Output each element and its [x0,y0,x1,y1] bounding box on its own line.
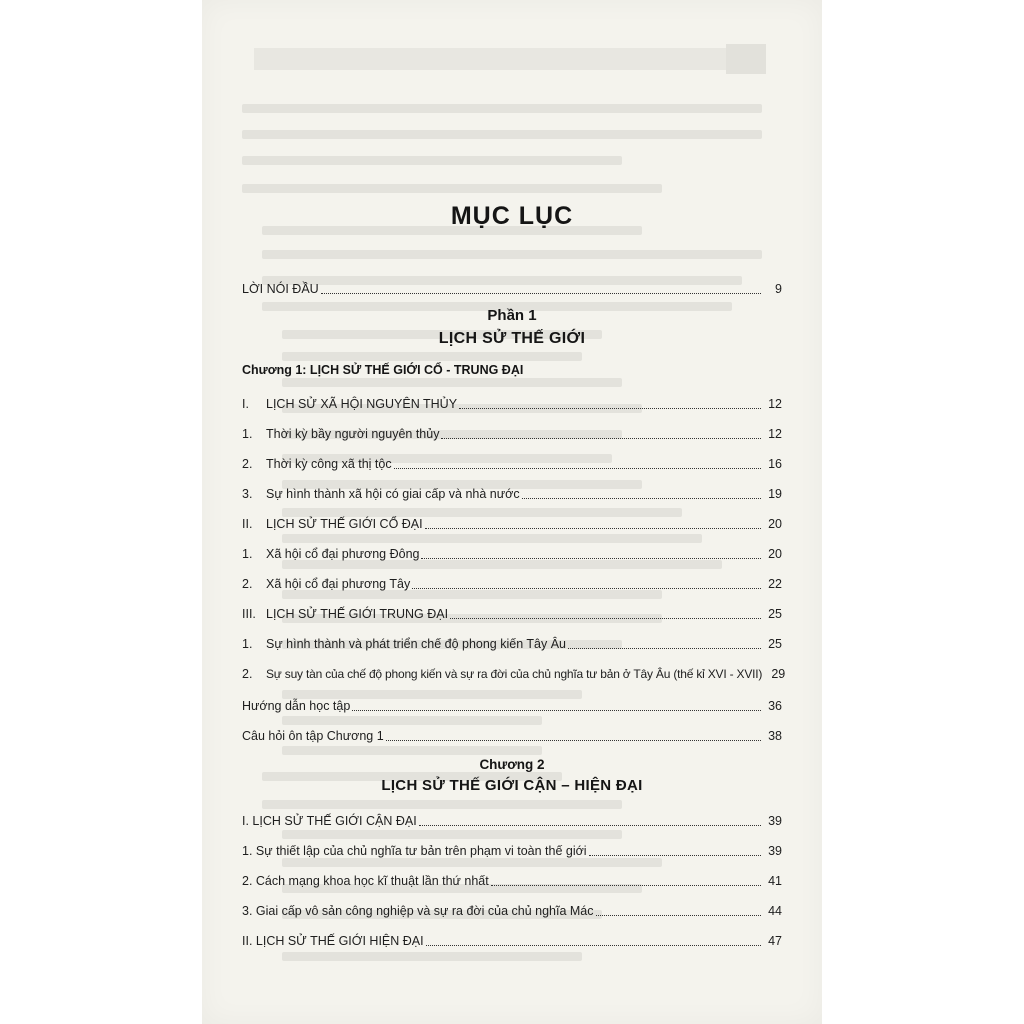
toc-entry-study-guide[interactable] [242,696,782,714]
toc-entry-number: II. [242,517,253,531]
leader-dots [441,437,761,439]
toc-entry-page: 29 [771,667,786,681]
toc-entry-page: 12 [768,427,782,441]
toc-entry[interactable] [242,871,782,889]
toc-entry-text: Câu hỏi ôn tập Chương 1 [242,729,384,743]
toc-entry-text: 1. Sự thiết lập của chủ nghĩa tư bản trên phạm vi toàn thế giới [242,844,587,858]
toc-entry-page: 36 [768,699,782,713]
toc-entry-page: 16 [768,457,782,471]
toc-entry-number: 1. [242,427,253,441]
chapter2-name: LỊCH SỬ THẾ GIỚI CẬN – HIỆN ĐẠI [381,777,643,794]
toc-entry-text: Sự hình thành và phát triển chế độ phong kiến Tây Âu [266,637,567,651]
toc-title: MỤC LỤC [450,202,574,230]
faint-header-bar [254,48,762,70]
toc-entry[interactable] [242,574,782,592]
toc-entry-number: 2. [242,667,253,681]
leader-dots [425,527,761,529]
toc-entry-preface[interactable] [242,279,782,297]
toc-entry[interactable] [242,634,782,652]
leader-dots [352,709,761,711]
toc-entry-number: 3. [242,487,253,501]
toc-entry[interactable] [242,604,782,622]
leader-dots [589,854,761,856]
toc-entry[interactable] [242,811,782,829]
toc-entry-text: Thời kỳ bầy người nguyên thủy [266,427,440,441]
toc-entry[interactable] [242,901,782,919]
toc-entry-page: 22 [768,577,782,591]
toc-entry-page: 41 [768,874,782,888]
toc-entry-page: 44 [768,904,782,918]
leader-dots [321,292,761,294]
leader-dots [419,824,761,826]
toc-entry-page: 47 [768,934,782,948]
toc-entry-page: 25 [768,607,782,621]
toc-entry-text: 2. Cách mạng khoa học kĩ thuật lần thứ nhất [242,874,489,888]
leader-dots [459,407,761,409]
leader-dots [394,467,761,469]
toc-entry[interactable] [242,484,782,502]
toc-entry-number: III. [242,607,256,621]
toc-entry[interactable] [242,841,782,859]
toc-entry-text: Sự hình thành xã hội có giai cấp và nhà nước [266,487,520,501]
toc-entry[interactable] [242,544,782,562]
toc-entry-number: 2. [242,457,253,471]
leader-dots [491,884,761,886]
toc-entry-page: 25 [768,637,782,651]
toc-entry[interactable] [242,664,786,682]
leader-dots [386,739,761,741]
toc-entry-text: LỊCH SỬ THẾ GIỚI CỔ ĐẠI [266,517,423,531]
toc-entry-text: Hướng dẫn học tập [242,699,351,713]
toc-entry-text: Thời kỳ công xã thị tộc [266,457,392,471]
toc-entry-text: Sự suy tàn của chế độ phong kiến và sự ra đời của chủ nghĩa tư bản ở Tây Âu (thế kỉ XVI - XVII) [266,667,763,681]
part1-label: Phần 1 [487,307,537,324]
toc-entry-text: I. LỊCH SỬ THẾ GIỚI CẬN ĐẠI [242,814,417,828]
toc-entry[interactable] [242,394,782,412]
toc-entry[interactable] [242,454,782,472]
toc-entry-page: 9 [775,282,782,296]
toc-entry-number: 2. [242,577,253,591]
chapter2-label: Chương 2 [479,757,545,772]
toc-entry-page: 20 [768,517,782,531]
toc-entry[interactable] [242,514,782,532]
toc-entry[interactable] [242,424,782,442]
toc-entry-text: Xã hội cổ đại phương Tây [266,577,411,591]
leader-dots [450,617,761,619]
toc-entry-page: 20 [768,547,782,561]
toc-entry-page: 39 [768,814,782,828]
leader-dots [412,587,761,589]
toc-entry-text: 3. Giai cấp vô sản công nghiệp và sự ra đời của chủ nghĩa Mác [242,904,594,918]
leader-dots [596,914,762,916]
toc-entry-text: LỊCH SỬ THẾ GIỚI TRUNG ĐẠI [266,607,449,621]
book-page [202,0,822,1024]
toc-entry[interactable] [242,931,782,949]
toc-entry-text: II. LỊCH SỬ THẾ GIỚI HIỆN ĐẠI [242,934,424,948]
toc-entry-text: LỜI NÓI ĐẦU [242,282,319,296]
toc-entry-text: LỊCH SỬ XÃ HỘI NGUYÊN THỦY [266,397,458,411]
toc-entry-number: 1. [242,637,253,651]
leader-dots [421,557,761,559]
leader-dots [426,944,761,946]
toc-entry-number: 1. [242,547,253,561]
chapter1-heading: Chương 1: LỊCH SỬ THẾ GIỚI CỔ - TRUNG ĐẠI [242,363,524,377]
part1-name: LỊCH SỬ THẾ GIỚI [438,330,586,347]
leader-dots [568,647,761,649]
toc-entry-page: 38 [768,729,782,743]
toc-entry-page: 12 [768,397,782,411]
toc-entry-text: Xã hội cổ đại phương Đông [266,547,420,561]
faint-page-tab [726,44,766,74]
toc-entry-page: 19 [768,487,782,501]
toc-entry-page: 39 [768,844,782,858]
leader-dots [522,497,761,499]
toc-entry-review-questions[interactable] [242,726,782,744]
toc-entry-number: I. [242,397,249,411]
